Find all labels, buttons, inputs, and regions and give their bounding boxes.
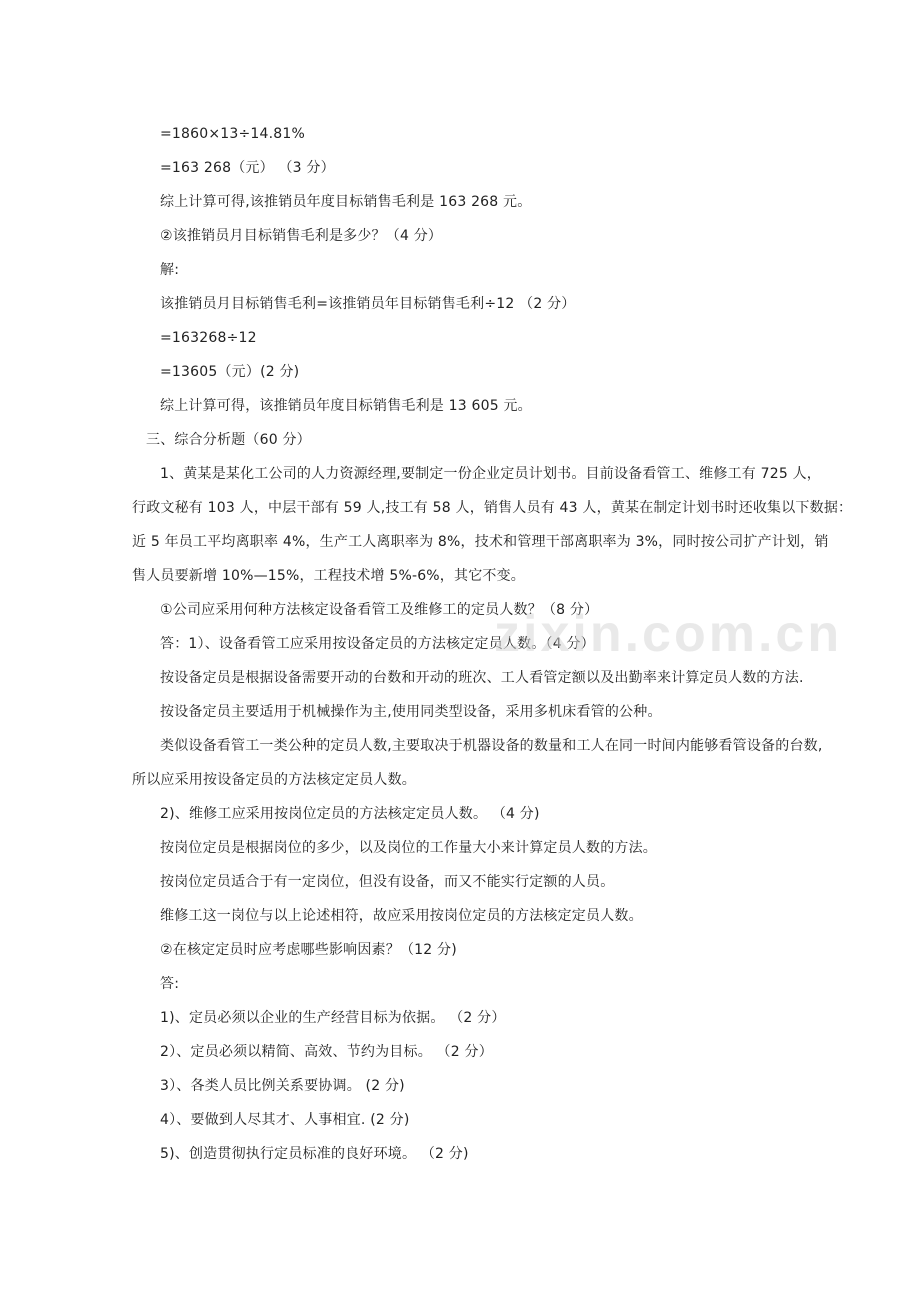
- paragraph-line: 按岗位定员适合于有一定岗位，但没有设备，而又不能实行定额的人员。: [160, 874, 615, 890]
- question-line: ②在核定定员时应考虑哪些影响因素？（12 分): [160, 942, 457, 958]
- question-line: ②该推销员月目标销售毛利是多少？（4 分）: [160, 228, 443, 244]
- paragraph-line: 按岗位定员是根据岗位的多少，以及岗位的工作量大小来计算定员人数的方法。: [160, 840, 657, 856]
- answer-line: 2)、维修工应采用按岗位定员的方法核定定员人数。 （4 分): [160, 806, 540, 822]
- list-item: 4）、要做到人尽其才、人事相宜. (2 分): [160, 1112, 410, 1128]
- list-item: 2）、定员必须以精简、高效、节约为目标。 （2 分）: [160, 1044, 493, 1060]
- paragraph-line: 按设备定员主要适用于机械操作为主,使用同类型设备，采用多机床看管的公种。: [160, 704, 662, 720]
- answer-label: 答:: [160, 976, 180, 992]
- section-heading: 三、综合分析题（60 分）: [146, 432, 311, 448]
- paragraph-line: 维修工这一岗位与以上论述相符，故应采用按岗位定员的方法核定定员人数。: [160, 908, 643, 924]
- conclusion-line: 综上计算可得，该推销员年度目标销售毛利是 13 605 元。: [160, 398, 532, 414]
- watermark: zixin.com.cn: [494, 605, 843, 663]
- answer-label: 解:: [160, 262, 180, 278]
- paragraph-line: 售人员要新增 10%—15%，工程技术增 5%-6%，其它不变。: [132, 568, 526, 584]
- paragraph-line: 行政文秘有 103 人，中层干部有 59 人,技工有 58 人，销售人员有 43 人，黄某在制定计划书时还收集以下数据：: [132, 500, 853, 516]
- paragraph-line: 1、黄某是某化工公司的人力资源经理,要制定一份企业定员计划书。目前设备看管工、维修工有 725 人，: [160, 466, 821, 482]
- list-item: 1)、定员必须以企业的生产经营目标为依据。 （2 分）: [160, 1010, 506, 1026]
- formula-line: 该推销员月目标销售毛利=该推销员年目标销售毛利÷12 （2 分）: [160, 296, 576, 312]
- list-item: 3）、各类人员比例关系要协调。 (2 分): [160, 1078, 405, 1094]
- formula-result-line: =163 268（元） （3 分）: [160, 160, 335, 176]
- answer-line: 答：1）、设备看管工应采用按设备定员的方法核定定员人数。（4 分）: [160, 636, 595, 652]
- formula-line: =163268÷12: [160, 330, 257, 346]
- paragraph-line: 所以应采用按设备定员的方法核定定员人数。: [132, 772, 416, 788]
- formula-result-line: =13605（元）(2 分): [160, 364, 300, 380]
- paragraph-line: 按设备定员是根据设备需要开动的台数和开动的班次、工人看管定额以及出勤率来计算定员人数的方法.: [160, 670, 804, 686]
- paragraph-line: 近 5 年员工平均离职率 4%，生产工人离职率为 8%，技术和管理干部离职率为 3%，同时按公司扩产计划，销: [132, 534, 829, 550]
- question-line: ①公司应采用何种方法核定设备看管工及维修工的定员人数？（8 分）: [160, 602, 599, 618]
- formula-line: =1860×13÷14.81%: [160, 126, 306, 142]
- conclusion-line: 综上计算可得,该推销员年度目标销售毛利是 163 268 元。: [160, 194, 532, 210]
- list-item: 5)、创造贯彻执行定员标准的良好环境。 （2 分): [160, 1146, 469, 1162]
- paragraph-line: 类似设备看管工一类公种的定员人数,主要取决于机器设备的数量和工人在同一时间内能够看管设备的台数,: [160, 738, 823, 754]
